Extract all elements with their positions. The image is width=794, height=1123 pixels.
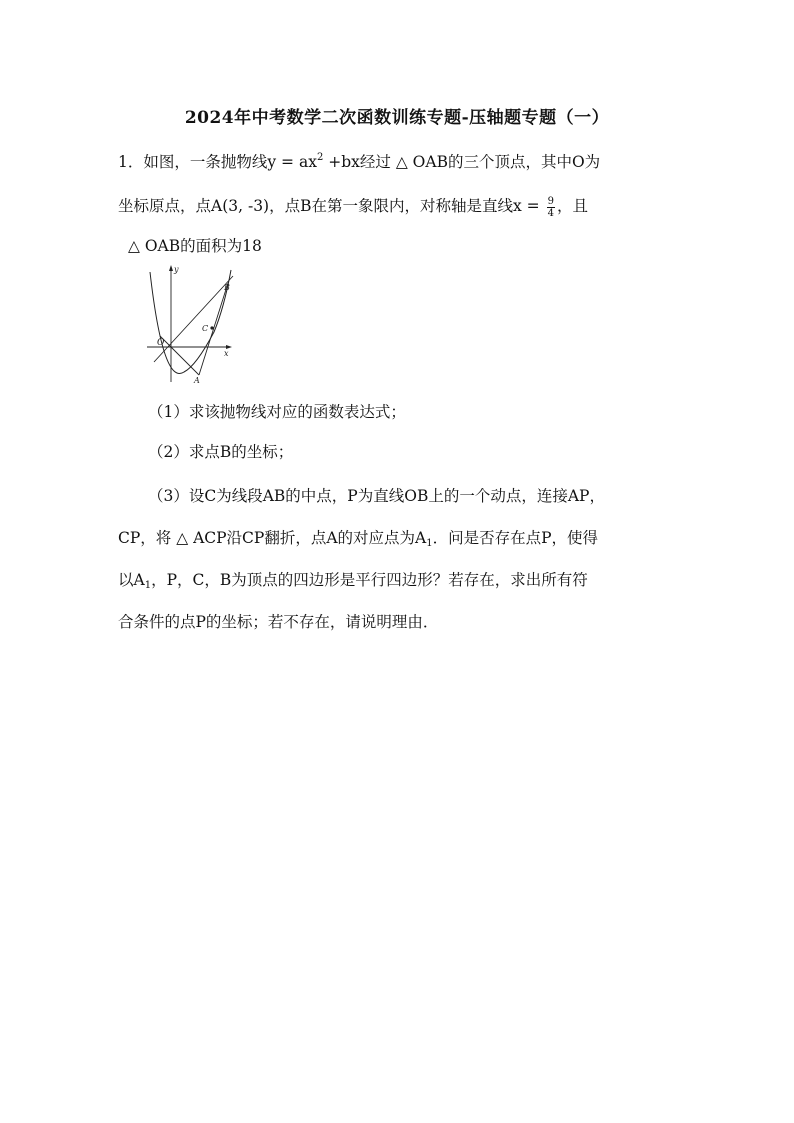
problem-line-3: △ OAB的面积为18 (128, 237, 262, 255)
question-3-line-1: （3）设C为线段AB的中点，P为直线OB上的一个动点，连接AP， (148, 487, 605, 505)
question-1: （1）求该抛物线对应的函数表达式； (148, 403, 406, 421)
subscript: 1 (144, 580, 152, 591)
question-3-line-4: 合条件的点P的坐标；若不存在，请说明理由． (118, 613, 439, 631)
problem-text: 1．如图，一条抛物线y = ax (118, 153, 317, 171)
problem-line-1 (118, 150, 600, 172)
question-text: 以A (118, 571, 145, 589)
question-text: CP，将 △ ACP沿CP翻折，点A的对应点为A (118, 529, 427, 547)
exponent: 2 (316, 152, 324, 163)
question-text: ，P，C，B为顶点的四边形是平行四边形？若存在，求出所有符 (151, 571, 588, 589)
document-title: 2024年中考数学二次函数训练专题-压轴题专题（一） (184, 108, 610, 128)
question-3-line-2 (118, 526, 598, 548)
point-c (210, 326, 213, 329)
question-3-line-3 (118, 568, 588, 590)
label-b: B (224, 283, 230, 292)
label-c: C (202, 324, 209, 333)
question-2: （2）求点B的坐标； (148, 443, 294, 461)
problem-text: +bx经过 △ OAB的三个顶点，其中O为 (323, 153, 601, 171)
fraction-denominator: 4 (547, 207, 554, 219)
label-a: A (194, 376, 200, 385)
subscript: 1 (426, 538, 433, 549)
parabola-figure (144, 262, 240, 386)
fraction-numerator: 9 (547, 195, 554, 207)
question-text: ．问是否存在点P，使得 (432, 529, 599, 547)
y-axis-arrow (169, 265, 173, 271)
label-y: y (174, 265, 179, 274)
problem-text: 坐标原点，点A(3, -3)，点B在第一象限内，对称轴是直线x = (118, 197, 545, 215)
label-x: x (224, 349, 229, 358)
problem-line-2 (118, 194, 588, 219)
fraction-nine-fourths (547, 196, 555, 219)
line-ob (154, 276, 233, 362)
problem-text: ，且 (556, 197, 588, 215)
label-o: O (157, 338, 165, 348)
